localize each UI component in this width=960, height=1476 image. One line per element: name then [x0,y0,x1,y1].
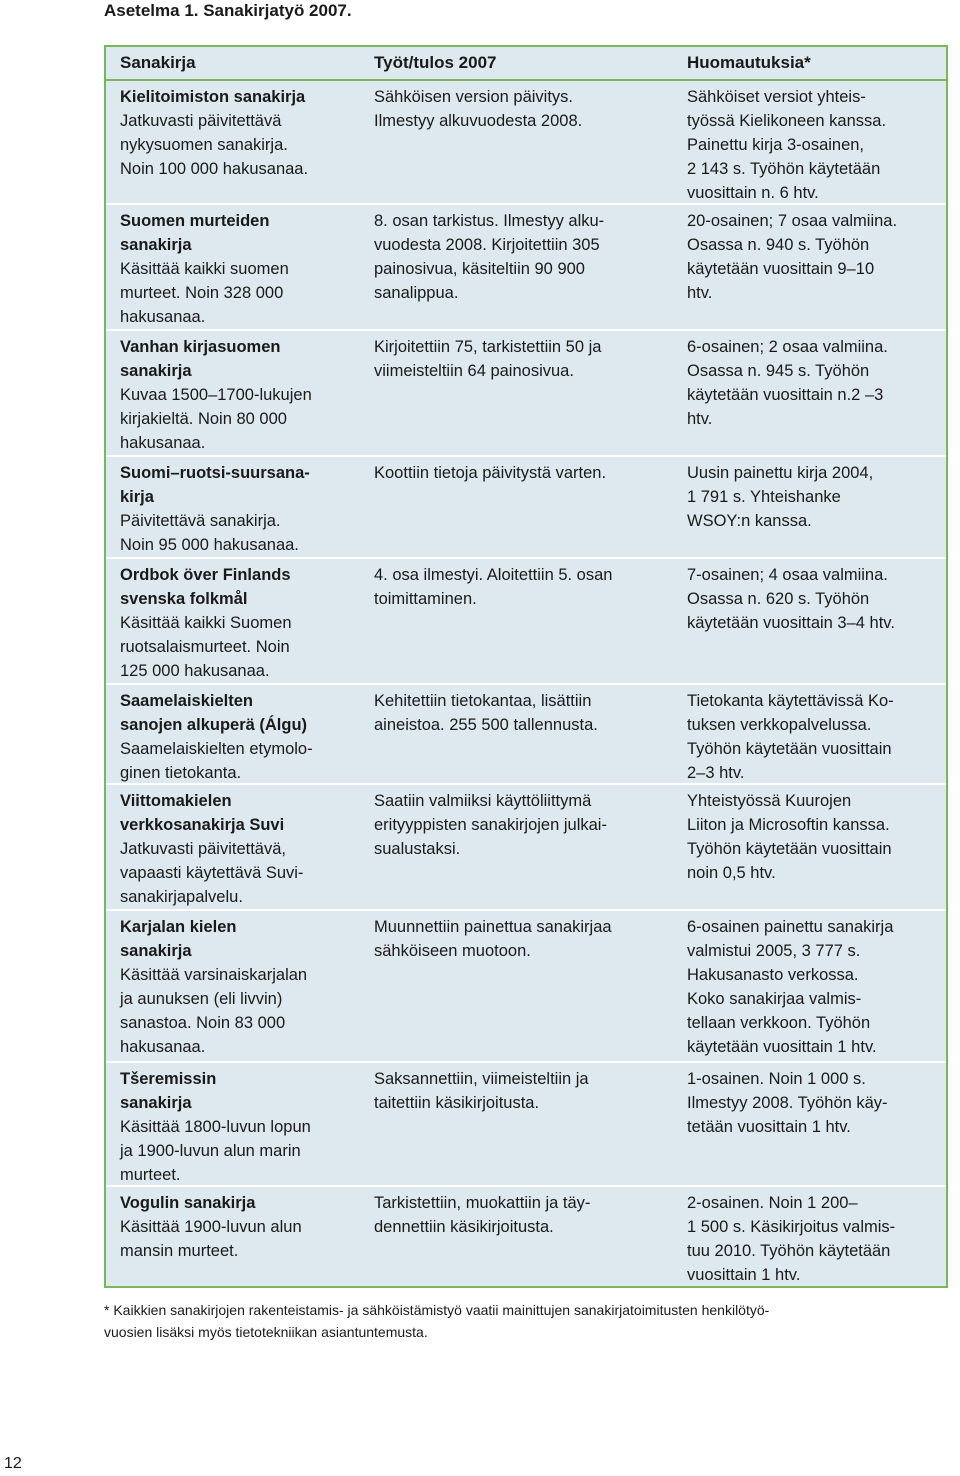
row-separator [106,329,946,331]
work-cell: 4. osa ilmestyi. Aloitettiin 5. osan toimittaminen. [374,566,613,608]
work-cell: Saatiin valmiiksi käyttöliittymä erityyppisten sanakirjojen julkai- sualustaksi. [374,792,607,858]
dictionary-cell [120,85,360,181]
dictionary-description: Jatkuvasti päivitettävä, vapaasti käytettävä Suvi- sanakirjapalvelu. [120,840,304,906]
dictionary-cell [120,789,360,909]
work-cell: Kirjoitettiin 75, tarkistettiin 50 ja viimeisteltiin 64 painosivua. [374,338,602,380]
dictionary-description: Käsittää kaikki Suomen ruotsalaismurteet. Noin 125 000 hakusanaa. [120,614,292,680]
notes-cell: Tietokanta käytettävissä Ko- tuksen verkkopalvelussa. Työhön käytetään vuosittain 2–3 htv. [687,692,894,782]
dictionary-description: Päivitettävä sanakirja. Noin 95 000 hakusanaa. [120,512,299,554]
header-dictionary: Sanakirja [120,53,196,72]
work-cell: Koottiin tietoja päivitystä varten. [374,464,607,482]
notes-cell: 6-osainen; 2 osaa valmiina. Osassa n. 945 s. Työhön käytetään vuosittain n.2 –3 htv. [687,338,888,428]
dictionary-cell [120,209,360,329]
dictionary-cell [120,915,360,1059]
work-cell: Saksannettiin, viimeisteltiin ja taitettiin käsikirjoitusta. [374,1070,589,1112]
dictionary-cell [120,689,360,785]
row-separator [106,455,946,457]
notes-cell: 6-osainen painettu sanakirja valmistui 2005, 3 777 s. Hakusanasto verkossa. Koko sanakirjaa valmis- tellaan verkkoon. Työhön käytetään vuosittain 1 htv. [687,918,894,1056]
row-separator [106,203,946,205]
work-cell: Sähköisen version päivitys. Ilmestyy alkuvuodesta 2008. [374,88,583,130]
footnote: * Kaikkien sanakirjojen rakenteistamis- ja sähköistämistyö vaatii mainittujen sanakirjatoimitusten henkilötyö- vuosien lisäksi myös tietotekniikan asiantuntemusta. [104,1302,770,1340]
work-cell: Tarkistettiin, muokattiin ja täy- dennettiin käsikirjoitusta. [374,1194,591,1236]
dictionary-title: Vanhan kirjasuomen sanakirja [120,338,281,380]
dictionary-description: Jatkuvasti päivitettävä nykysuomen sanakirja. Noin 100 000 hakusanaa. [120,112,309,178]
dictionary-title: Ordbok över Finlands svenska folkmål [120,566,291,608]
row-separator [106,909,946,911]
notes-cell: Uusin painettu kirja 2004, 1 791 s. Yhteishanke WSOY:n kanssa. [687,464,874,530]
header-rule [106,79,946,81]
row-separator [106,1185,946,1187]
row-separator [106,1061,946,1063]
row-separator [106,683,946,685]
row-separator [106,783,946,785]
dictionary-description: Käsittää kaikki suomen murteet. Noin 328 000 hakusanaa. [120,260,289,326]
notes-cell: 1-osainen. Noin 1 000 s. Ilmestyy 2008. Työhön käy- tetään vuosittain 1 htv. [687,1070,888,1136]
dictionary-title: Viittomakielen verkkosanakirja Suvi [120,792,285,834]
row-separator [106,557,946,559]
dictionary-title: Suomen murteiden sanakirja [120,212,270,254]
work-cell: Kehitettiin tietokantaa, lisättiin aineistoa. 255 500 tallennusta. [374,692,598,734]
dictionary-description: Saamelaiskielten etymolo- ginen tietokanta. [120,740,313,782]
dictionary-title: Tšeremissin sanakirja [120,1070,217,1112]
notes-cell: Yhteistyössä Kuurojen Liiton ja Microsoftin kanssa. Työhön käytetään vuosittain noin 0,5 htv. [687,792,892,882]
dictionary-cell [120,461,360,557]
dictionary-cell [120,1191,360,1263]
page-number: 12 [4,1455,22,1472]
work-cell: 8. osan tarkistus. Ilmestyy alku- vuodesta 2008. Kirjoitettiin 305 painosivua, käsiteltiin 90 900 sanalippua. [374,212,605,302]
dictionary-title: Kielitoimiston sanakirja [120,88,306,106]
work-cell: Muunnettiin painettua sanakirjaa sähköiseen muotoon. [374,918,612,960]
dictionary-cell [120,1067,360,1187]
dictionary-cell [120,335,360,455]
dictionary-table [104,45,948,1288]
notes-cell: 7-osainen; 4 osaa valmiina. Osassa n. 620 s. Työhön käytetään vuosittain 3–4 htv. [687,566,895,632]
dictionary-title: Saamelaiskielten sanojen alkuperä (Álgu) [120,692,308,734]
dictionary-cell [120,563,360,683]
dictionary-title: Suomi–ruotsi-suursana- kirja [120,464,310,506]
table-caption: Asetelma 1. Sanakirjatyö 2007. [104,1,352,20]
dictionary-description: Käsittää 1800-luvun lopun ja 1900-luvun alun marin murteet. [120,1118,311,1184]
notes-cell: 20-osainen; 7 osaa valmiina. Osassa n. 940 s. Työhön käytetään vuosittain 9–10 htv. [687,212,898,302]
dictionary-title: Vogulin sanakirja [120,1194,256,1212]
header-work: Työt/tulos 2007 [374,53,497,72]
notes-cell: 2-osainen. Noin 1 200– 1 500 s. Käsikirjoitus valmis- tuu 2010. Työhön käytetään vuosittain 1 htv. [687,1194,896,1284]
dictionary-description: Käsittää 1900-luvun alun mansin murteet. [120,1218,302,1260]
dictionary-description: Kuvaa 1500–1700-lukujen kirjakieltä. Noin 80 000 hakusanaa. [120,386,312,452]
notes-cell: Sähköiset versiot yhteis- työssä Kielikoneen kanssa. Painettu kirja 3-osainen, 2 143 s. Työhön käytetään vuosittain n. 6 htv. [687,88,887,202]
dictionary-title: Karjalan kielen sanakirja [120,918,237,960]
dictionary-description: Käsittää varsinaiskarjalan ja aunuksen (eli livvin) sanastoa. Noin 83 000 hakusanaa. [120,966,308,1056]
header-notes: Huomautuksia* [687,53,811,72]
